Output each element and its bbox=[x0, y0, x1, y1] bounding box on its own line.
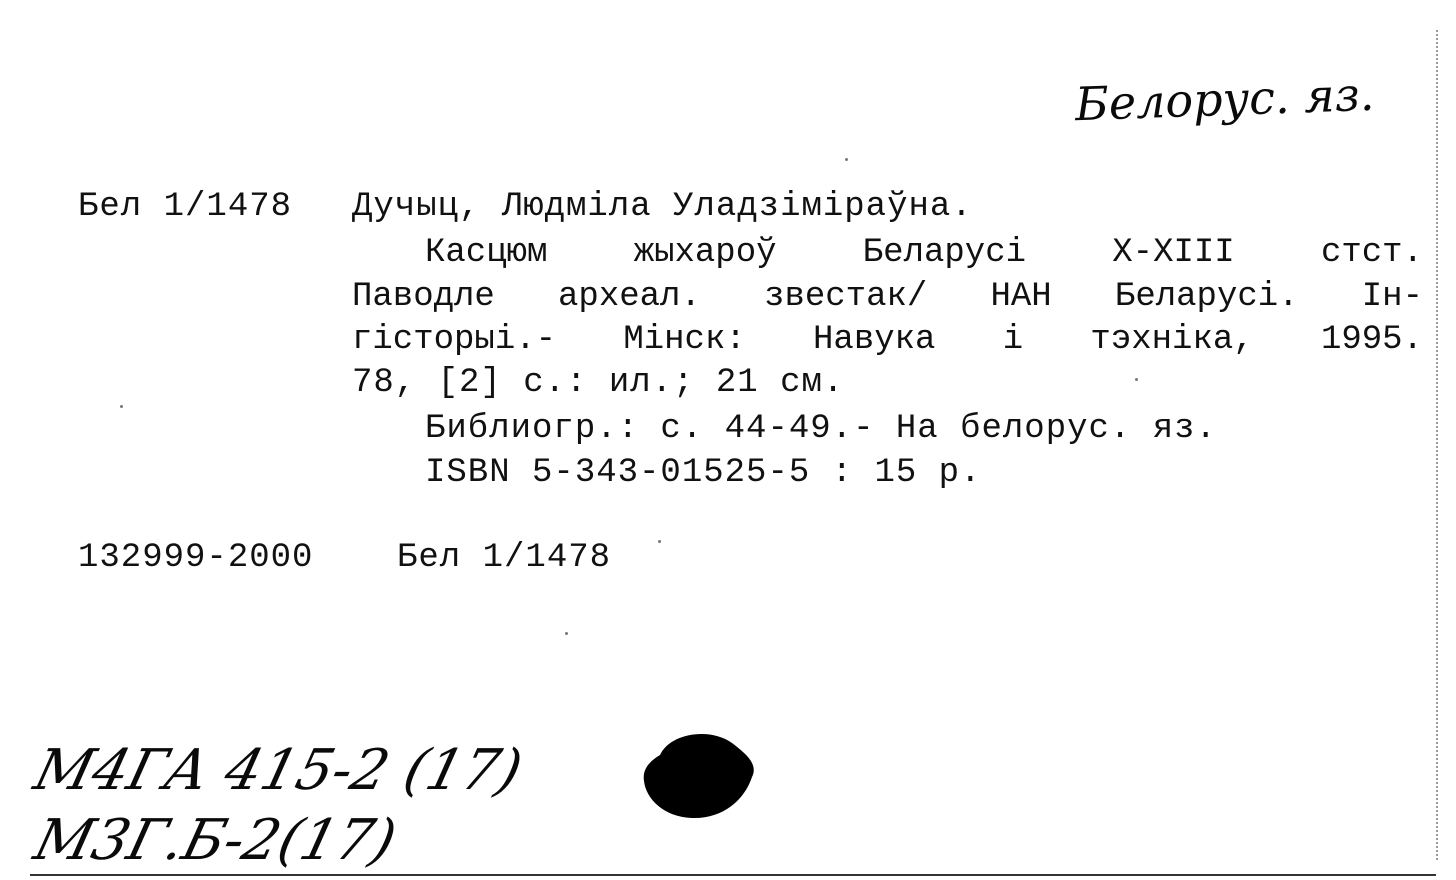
scan-speck bbox=[565, 632, 568, 635]
description-word: Ін- bbox=[1361, 278, 1423, 316]
handwritten-shelf-mark-2: М3Г.Б-2(17) bbox=[27, 808, 403, 873]
card-right-edge bbox=[1436, 30, 1438, 860]
author-heading: Дучыц, Людміла Уладзіміраўна. bbox=[352, 188, 973, 226]
title-word: Беларусі bbox=[862, 234, 1027, 272]
isbn-line: ISBN 5-343-01525-5 : 15 р. bbox=[425, 454, 982, 492]
description-word: Навука bbox=[813, 321, 936, 359]
description-word: тэхніка, bbox=[1090, 321, 1254, 359]
description-word: НАН bbox=[990, 278, 1052, 316]
call-number: Бел 1/1478 bbox=[78, 188, 293, 226]
description-word: археал. bbox=[558, 278, 701, 316]
accession-call-number: Бел 1/1478 bbox=[397, 539, 612, 577]
physical-description: 78, [2] с.: ил.; 21 см. bbox=[352, 364, 845, 402]
description-word: Мінск: bbox=[623, 321, 746, 359]
ink-blot bbox=[640, 725, 758, 820]
title-word: Касцюм bbox=[425, 234, 548, 272]
scan-speck bbox=[845, 158, 848, 161]
handwritten-shelf-mark-1: М4ГА 415-2 (17) bbox=[27, 738, 529, 803]
handwritten-language-note: Белорус. яз. bbox=[1074, 66, 1376, 132]
title-word: X-XIII bbox=[1112, 234, 1235, 272]
scan-speck bbox=[1135, 378, 1138, 381]
description-word: 1995. bbox=[1320, 321, 1423, 359]
description-word: Беларусі. bbox=[1114, 278, 1299, 316]
accession-number: 132999-2000 bbox=[78, 539, 314, 577]
scan-speck bbox=[658, 540, 661, 543]
description-word: і bbox=[1002, 321, 1024, 359]
description-line-3 bbox=[352, 319, 1423, 361]
title-line bbox=[425, 232, 1423, 274]
description-word: звестак/ bbox=[764, 278, 928, 316]
scan-speck bbox=[120, 405, 123, 408]
bibliography-note: Библиогр.: с. 44-49.- На белорус. яз. bbox=[425, 410, 1217, 448]
title-word: стст. bbox=[1320, 234, 1423, 272]
description-word: Паводле bbox=[352, 278, 495, 316]
description-word: гісторыі.- bbox=[352, 321, 557, 359]
card-bottom-edge bbox=[30, 874, 1436, 876]
description-line-2 bbox=[352, 276, 1423, 318]
title-word: жыхароў bbox=[633, 234, 777, 272]
